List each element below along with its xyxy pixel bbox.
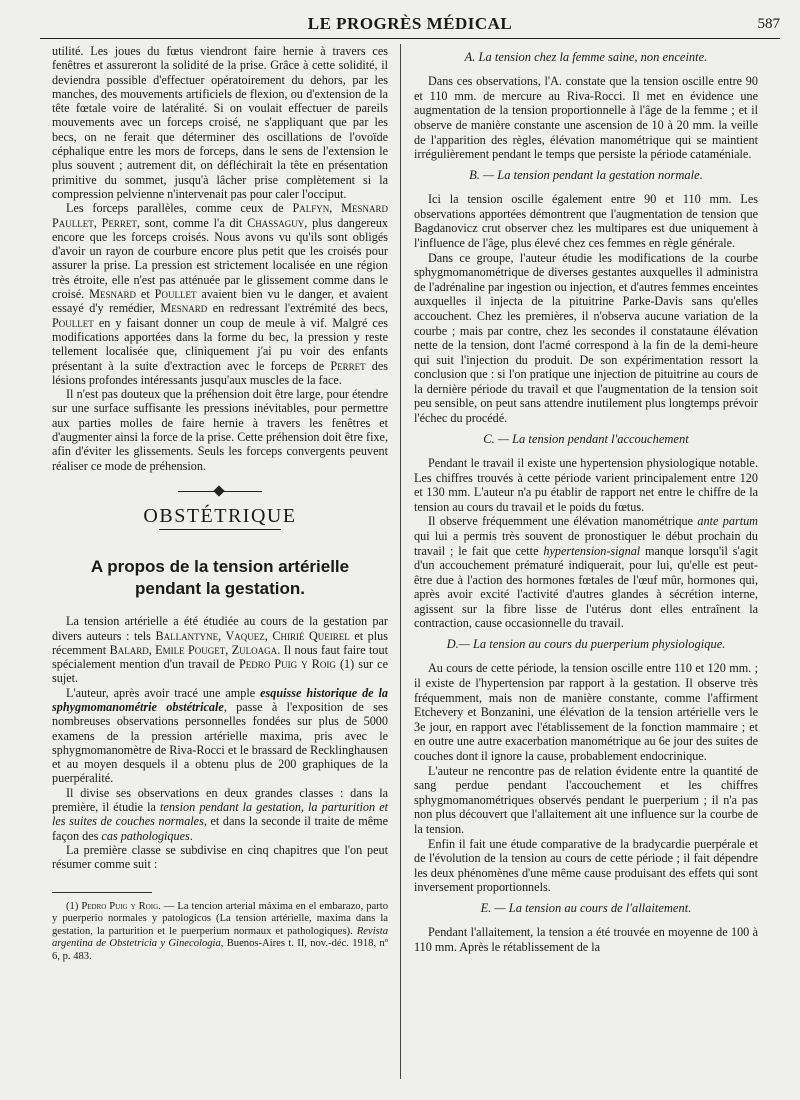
paragraph: utilité. Les joues du fœtus viendront faire hernie à travers ces fenêtres et assureront la solidité de la prise. Grâce à cette solidité, il deviendra possible d'effectuer opératoirement du dehors, par les manches, des mouvements artificiels de flexion, ou d'extension de la tête fœtale voire de latéralité. Si on voulait effectuer de pareils mouvements avec un forceps croisé, ne s'appliquant que par les becs, on ne ferait que déterminer des oscillations de l'ovoïde céphalique entre les mors de forceps, dans le sens de l'extension le plus souvent ; autrement dit, on défléchirait la tête en présentation primitive du sommet, jusqu'à lâcher prise complètement si la compression pelvienne n'intervenait pas pour caler l'occiput. [52, 44, 388, 201]
author-name: Mesnard [341, 201, 388, 216]
left-column [52, 44, 388, 964]
paragraph: Il divise ses observations en deux grandes classes : dans la première, il étudie la tension pendant la gestation, la parturition et les suites de couches normales, et dans la seconde il traite de même façon des cas pathologiques. [52, 785, 388, 843]
footnote: (1) Pedro Puig y Roig. — La tencion arterial máxima en el embarazo, parto y puerperio normales y patologicos (La tension artérielle, maxima dans la gestation, la parturition et le puerperium normaux et pathologiques). Revista argentina de Obstetricia y Ginecologia, Buenos-Aires t. II, nov.-déc. 1918, nº 6, p. 483. [52, 900, 388, 962]
paragraph: L'auteur ne rencontre pas de relation évidente entre la quantité de sang perdue pendant l'accouchement et les chiffres sphygmomanométriques observés pendant le puerperium ; il n'a pas non plus découvert que l'allaitement ait une influence sur la courbe de la tension. [414, 763, 758, 836]
emphasis: esquisse historique de la sphygmomanométrie obstétricale [52, 685, 388, 714]
running-header [40, 8, 780, 38]
subsection-heading-e: E. — La tension au cours de l'allaitement. [480, 900, 692, 915]
paragraph: Il n'est pas douteux que la préhension doit être large, pour étendre sur une surface suffisante les pressions inévitables, pour permettre aux parties molles de faire hernie à travers les fenêtres et d'augmenter ainsi la force de la prise. Cette préhension doit être fixe, afin d'éviter les glissements. Seuls les forceps convergents peuvent réaliser ce mode de préhension. [52, 387, 388, 473]
paragraph: L'auteur, après avoir tracé une ample esquisse historique de la sphygmomanométrie obstétricale, passe à l'exposition de ses nombreuses observations personnelles fondées sur plus de 5000 examens de la pression artérielle maxima, pris avec le sphygmomanomètre de Riva-Rocci et le brassard de Recklinghausen et au moyen desquels il a obtenu plus de 200 graphiques de la puerpéralité. [52, 685, 388, 786]
author-names: Ballantyne, Vaquez, Chirié Queirel [155, 628, 350, 643]
column-divider [400, 44, 401, 1079]
author-name: Perret [101, 215, 137, 230]
paragraph: Au cours de cette période, la tension oscille entre 110 et 120 mm. ; il existe de l'hypertension par rapport à la gestation. Il observe très fréquemment, mais non de manière constante, comme l'affirment Etchevery et Bonzanini, une élévation de la tension artérielle vers le 3e jour, en rapport avec l'établissement de la fonction mammaire ; et en outre une autre exacerbation manométrique au 6e jour des suites de couches dont il ignore la cause, probablement endocrinique. [414, 661, 758, 763]
author-name: Poullet [52, 315, 94, 330]
emphasis: cas pathologiques [101, 828, 190, 843]
rubric-underline [159, 529, 281, 530]
author-name: Pedro Puig y Roig [239, 657, 336, 672]
author-names: Balard, Emile Pouget, Zuloaga [109, 642, 278, 657]
author-name: Mesnard [160, 301, 208, 316]
journal-title: LE PROGRÈS MÉDICAL [307, 14, 513, 33]
right-column [414, 44, 758, 954]
paragraph: Ici la tension oscille également entre 90 et 110 mm. Les observations apportées démontrent que l'augmentation de tension que Bagdanovicz crut observer chez les multipares est due uniquement à l'influence de l'âge, plus élevé chez ces femmes en règle générale. [414, 192, 758, 250]
paragraph: Les forceps parallèles, comme ceux de Palfyn, Mesnard Paullet, Perret, sont, comme l'a dit Chassaguy, plus dangereux encore que les forceps croisés. Nous avons vu qu'ils sont obligés d'avoir un rayon de courbure encore plus petit que les croisés pour assurer la prise. La pression est strictement localisée en une région très étroite, elle n'est pas atténuée par le glissement comme dans le croisé. Mesnard et Poullet avaient bien vu le danger, et avaient essayé d'y remédier, Mesnard en redressant l'extrémité des becs, Poullet en y faisant donner un coup de meule à vif. Malgré ces modifications apportées dans la forme du bec, la pression y reste tellement localisée que, cliniquement j'ai pu voir des enfants présentant à la suite d'extraction avec le forceps de Perret des lésions profondes intéressants jusqu'aux muscles de la face. [52, 201, 389, 387]
paragraph: Dans ce groupe, l'auteur étudie les modifications de la courbe sphygmomanométrique de diverses gestantes auxquelles il administra de l'adrénaline par ingestion ou injection, et d'autres femmes enceintes auxquelles il injecta de la pituitrine Parke-Davis sans qu'elles accouchent. Chez les premières, il n'observa aucune variation de la courbe ; mais par contre, chez les secondes il constataune élévation nette de la tension, dont l'acmé correspond à la fin de la demi-heure qui suit l'injection du produit. De son expérimentation ressort la conclusion que : si l'on pratique une injection de pituitrine au cours de la dernière période du travail et que l'augmentation de la tension soit peu sensible, on peut sans attendre inutilement plus longtemps prévoir l'échec du procédé. [414, 250, 758, 426]
paragraph: Enfin il fait une étude comparative de la bradycardie puerpérale et de l'évolution de la tension au cours de cette période ; il fait dépendre les deux phénomènes d'une même cause produisant des effets qui sont inversement proportionnels. [414, 836, 758, 895]
paragraph: La première classe se subdivise en cinq chapitres que l'on peut résumer comme suit : [52, 842, 388, 872]
subsection-heading-c: C. — La tension pendant l'accouchement [483, 431, 689, 446]
section-separator-ornament [178, 487, 262, 497]
emphasis: ante partum [697, 514, 758, 529]
emphasis: tension pendant la gestation, la parturition et les suites de couches normales [52, 800, 388, 829]
author-name: Poullet [154, 287, 197, 302]
paragraph: Pendant le travail il existe une hypertension physiologique notable. Les chiffres trouvés à cette période varient principalement entre 120 et 130 mm. L'auteur n'a pu établir de rapport net entre le chiffre de la tension au cours du travail et le poids du fœtus. [414, 455, 758, 514]
author-name: Chassaguy [247, 215, 305, 230]
author-name: Palfyn [292, 201, 330, 216]
subsection-heading-b: B. — La tension pendant la gestation normale. [469, 167, 703, 182]
footnote-rule [52, 892, 152, 893]
subsection-heading-d: D.— La tension au cours du puerperium physiologique. [446, 637, 726, 652]
section-rubric: OBSTÉTRIQUE [143, 504, 297, 527]
paragraph: Dans ces observations, l'A. constate que la tension oscille entre 90 et 110 mm. de mercure au Riva-Rocci. Il met en évidence une augmentation de la tension proportionnelle à l'âge de la femme ; et il observe de manière constante une ascension de 10 à 20 mm. la veille de l'apparition des règles, élévation manométrique qui se maintient irrégulièrement pendant le temps que persiste la période cataméniale. [414, 74, 758, 162]
emphasis: hypertension-signal [543, 543, 641, 558]
author-name: Mesnard [89, 287, 136, 302]
paragraph: La tension artérielle a été étudiée au cours de la gestation par divers auteurs : tels Ballantyne, Vaquez, Chirié Queirel et plus récemment Balard, Emile Pouget, Zuloaga. Il nous faut faire tout spécialement mention d'un travail de Pedro Puig y Roig (1) sur ce sujet. [52, 614, 389, 686]
paragraph: Il observe fréquemment une élévation manométrique ante partum qui lui a permis très souvent de pronostiquer le début prochain du travail ; le fait que cette hypertension-signal manque lorsqu'il s'agit d'un accouchement prématuré indiquerait, pour lui, qu'elle est peut-être due à l'action des hormones fœtales de l'œuf mûr, hormones qui, après avoir excité l'activité d'autres glandes à sécrétion interne, agissent sur la fibre lisse de l'utérus dont elles entraînent la contraction, cause occasionnelle du travail. [414, 514, 759, 631]
author-name: Perret [330, 358, 366, 373]
paragraph: Pendant l'allaitement, la tension a été trouvée en moyenne de 100 à 110 mm. Après le rétablissement de la [414, 925, 758, 954]
header-rule [40, 38, 780, 39]
page-number: 587 [757, 16, 780, 32]
article-title: A propos de la tension artérielle pendant la gestation. [90, 557, 350, 599]
author-name: Paullet [52, 215, 94, 230]
subsection-heading-a: A. La tension chez la femme saine, non enceinte. [464, 50, 708, 64]
